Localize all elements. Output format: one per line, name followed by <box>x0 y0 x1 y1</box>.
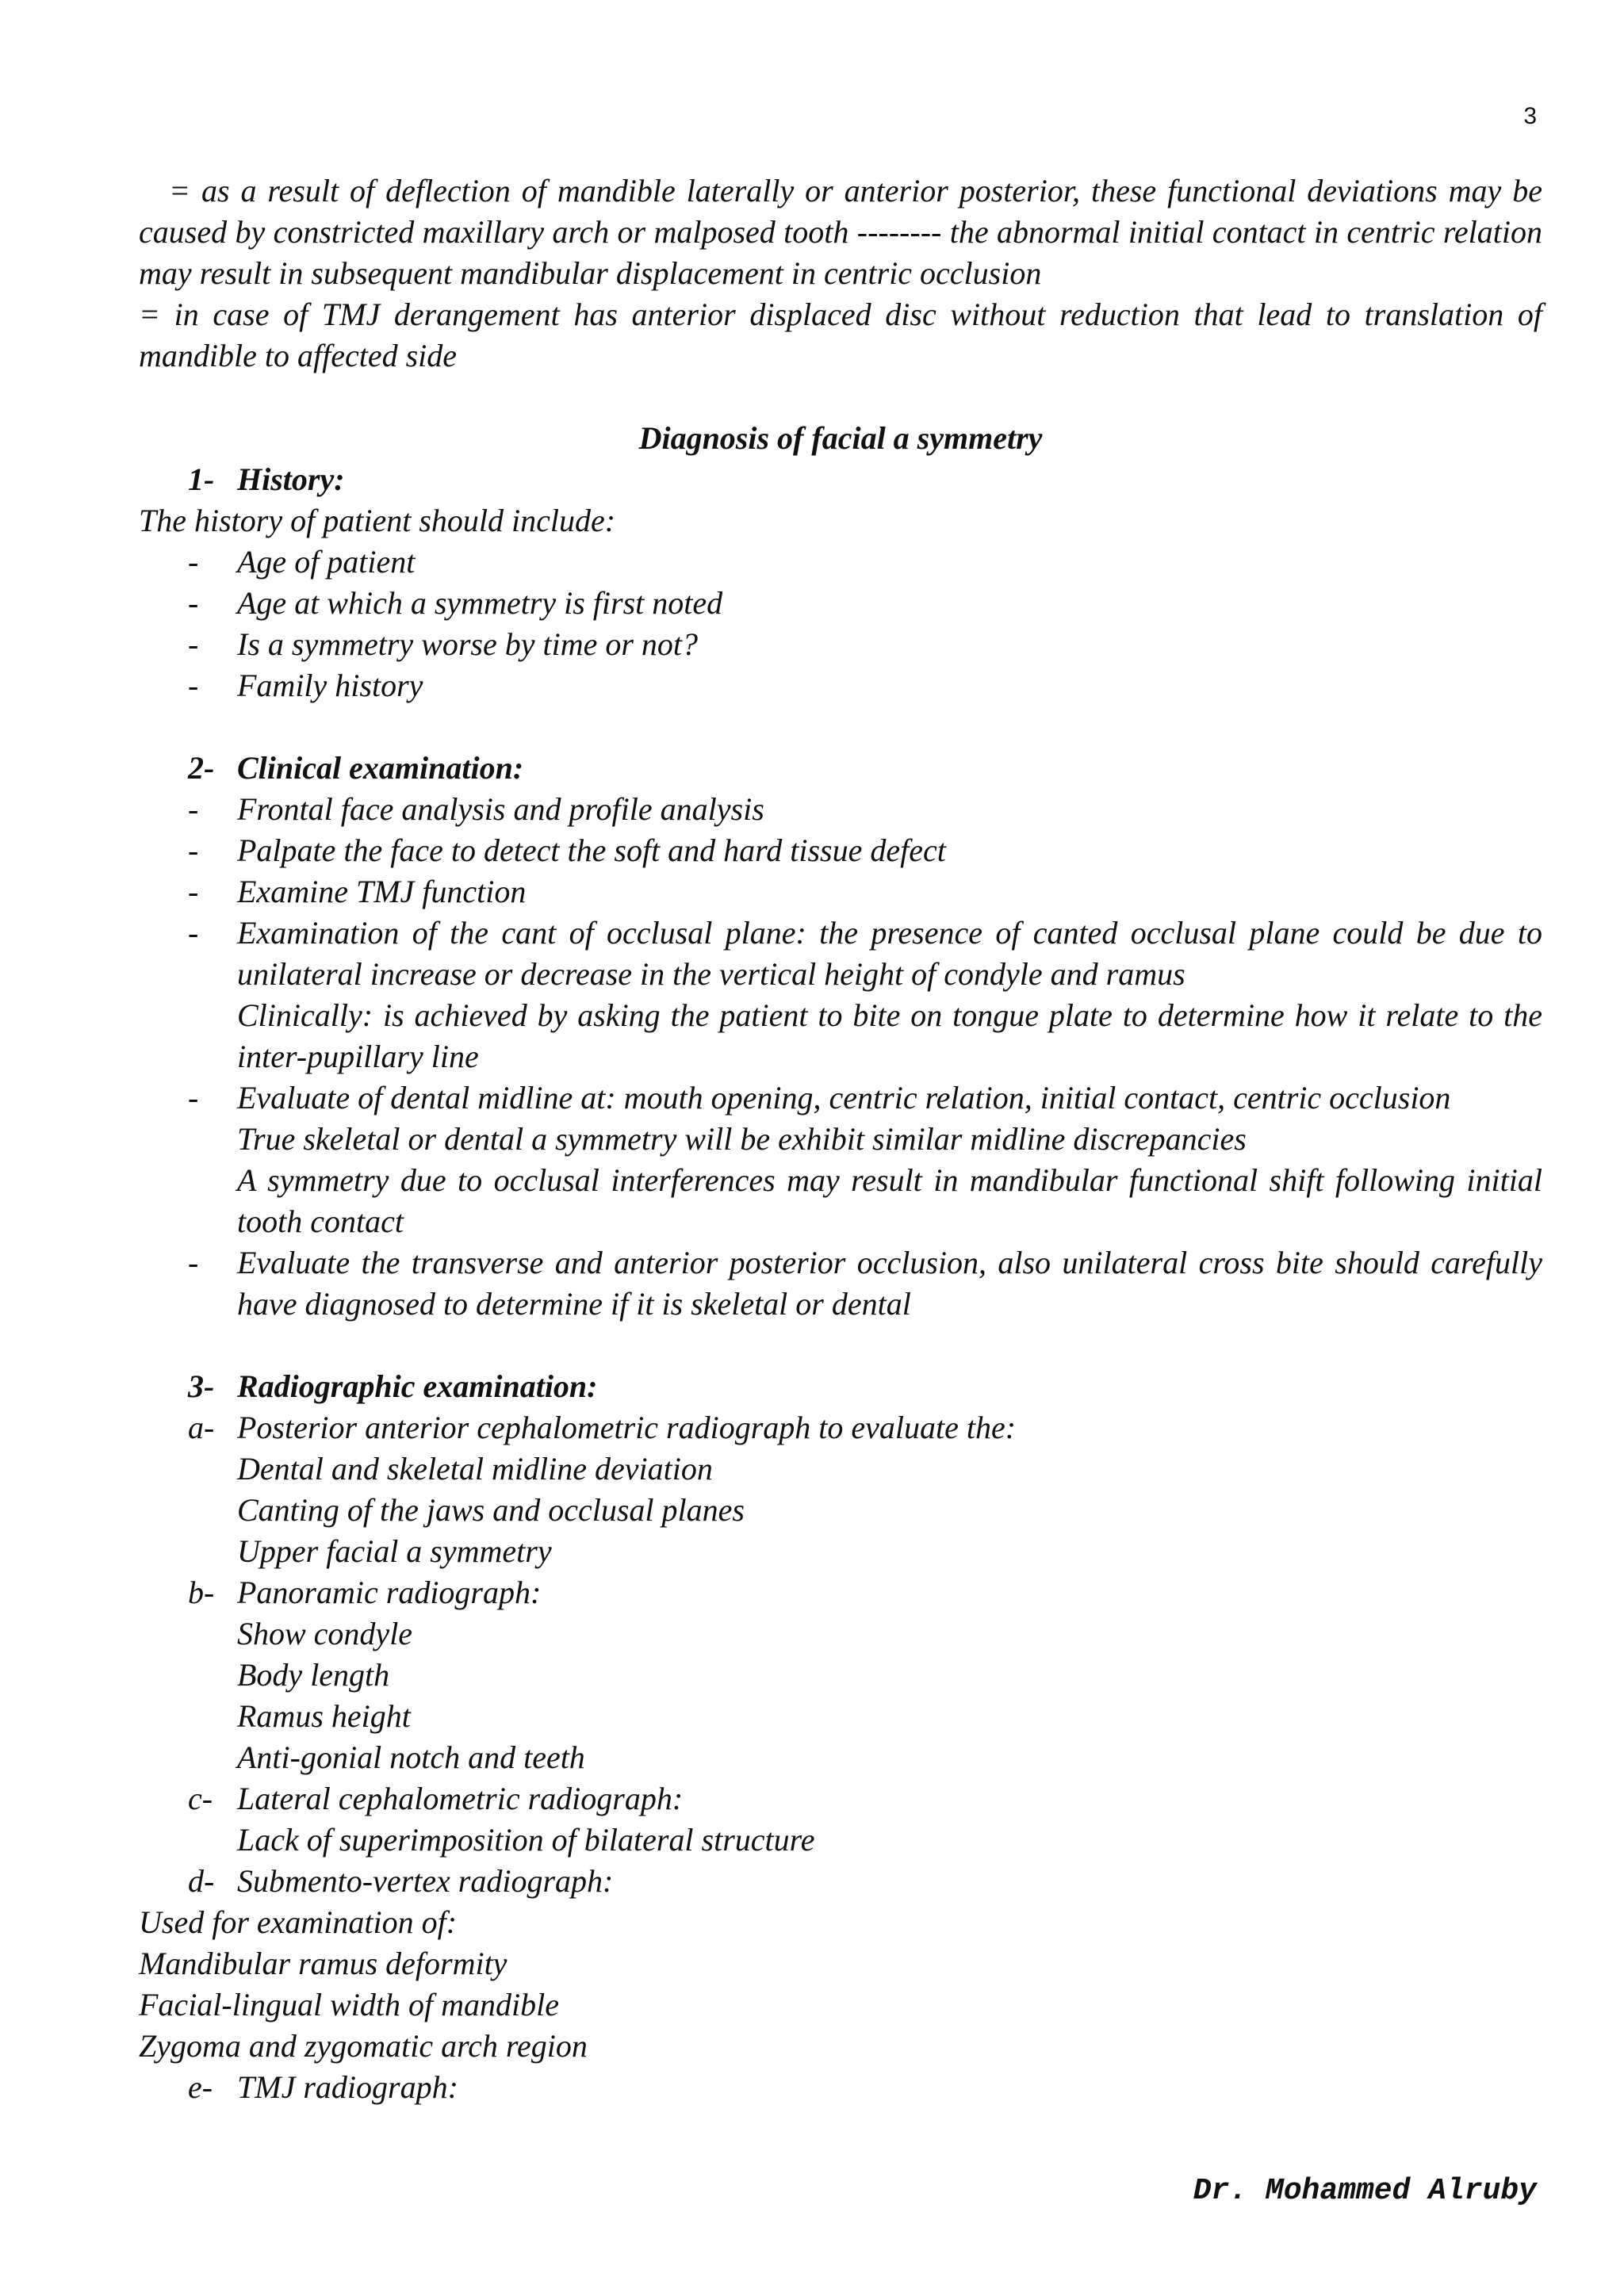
list-item-text: TMJ radiograph: <box>237 2069 458 2105</box>
letter-marker: b- <box>188 1575 215 1610</box>
list-item-text: Evaluate the transverse and anterior posterior occlusion, also unilateral cross bite should carefully have diagnosed to determine if it is skeletal or dental <box>237 1245 1542 1322</box>
author-signature: Dr. Mohammed Alruby <box>1193 2174 1537 2208</box>
list-item-text: Posterior anterior cephalometric radiograph to evaluate the: <box>237 1410 1017 1445</box>
list-item <box>139 583 1542 624</box>
history-lead: The history of patient should include: <box>139 503 616 538</box>
used-for-line: Used for examination of: <box>139 1904 458 1940</box>
list-item <box>139 1778 1542 1820</box>
dash-marker: - <box>188 626 199 662</box>
list-item <box>139 830 1542 871</box>
sub-item: Canting of the jaws and occlusal planes <box>237 1492 745 1528</box>
list-item-text: Frontal face analysis and profile analysis <box>237 791 764 827</box>
list-item-text: Is a symmetry worse by time or not? <box>237 626 699 662</box>
letter-marker: e- <box>188 2069 213 2105</box>
list-item <box>139 1861 1542 1902</box>
used-for-line: Facial-lingual width of mandible <box>139 1987 559 2022</box>
dash-marker: - <box>188 585 199 621</box>
list-item-text: Lateral cephalometric radiograph: <box>237 1781 684 1816</box>
section-heading: Diagnosis of facial a symmetry <box>638 420 1043 456</box>
list-item <box>139 1407 1542 1448</box>
sub-item: Body length <box>237 1657 390 1693</box>
list-item-note: True skeletal or dental a symmetry will be exhibit similar midline discrepancies <box>237 1121 1247 1157</box>
dash-marker: - <box>188 915 199 951</box>
clinical-number: 2- <box>188 750 215 786</box>
list-item-text: Evaluate of dental midline at: mouth opening, centric relation, initial contact, centric occlusion <box>237 1080 1451 1115</box>
document-body <box>139 170 1542 2108</box>
list-item <box>139 624 1542 665</box>
radiographic-number: 3- <box>188 1368 215 1404</box>
list-item-note: Clinically: is achieved by asking the patient to bite on tongue plate to determine how it relate to the inter-pupillary line <box>237 997 1542 1074</box>
page-number: 3 <box>1523 103 1537 129</box>
list-item <box>139 1077 1542 1119</box>
history-number: 1- <box>188 461 215 497</box>
sub-item: Dental and skeletal midline deviation <box>237 1451 713 1487</box>
used-for-line: Mandibular ramus deformity <box>139 1946 508 1981</box>
intro-paragraph-2: = in case of TMJ derangement has anterior displaced disc without reduction that lead to translation of mandible to affected side <box>139 297 1542 373</box>
sub-item: Anti-gonial notch and teeth <box>237 1739 585 1775</box>
clinical-heading <box>139 748 1542 789</box>
dash-marker: - <box>188 791 199 827</box>
used-for-line: Zygoma and zygomatic arch region <box>139 2028 588 2064</box>
dash-marker: - <box>188 668 199 703</box>
sub-item: Lack of superimposition of bilateral structure <box>237 1822 815 1858</box>
list-item-text: Submento-vertex radiograph: <box>237 1863 614 1899</box>
list-item <box>139 541 1542 583</box>
list-item-note: A symmetry due to occlusal interferences may result in mandibular functional shift following initial tooth contact <box>237 1162 1542 1239</box>
list-item-text: Palpate the face to detect the soft and hard tissue defect <box>237 832 946 868</box>
list-item-text: Age of patient <box>237 544 416 580</box>
list-item-text: Age at which a symmetry is first noted <box>237 585 723 621</box>
sub-item: Show condyle <box>237 1616 413 1651</box>
history-heading <box>139 459 1542 500</box>
dash-marker: - <box>188 832 199 868</box>
letter-marker: c- <box>188 1781 213 1816</box>
history-title: History: <box>237 461 345 497</box>
dash-marker: - <box>188 1080 199 1115</box>
list-item <box>139 2067 1542 2108</box>
dash-marker: - <box>188 874 199 909</box>
letter-marker: d- <box>188 1863 215 1899</box>
intro-paragraph-1: = as a result of deflection of mandible laterally or anterior posterior, these functional deviations may be caused by constricted maxillary arch or malposed tooth -------- the abnormal initial contact in centric relation may result in subsequent mandibular displacement in centric occlusion <box>139 173 1542 291</box>
list-item <box>139 1572 1542 1613</box>
list-item <box>139 913 1542 995</box>
list-item-text: Examine TMJ function <box>237 874 527 909</box>
list-item-text: Panoramic radiograph: <box>237 1575 542 1610</box>
list-item <box>139 1242 1542 1325</box>
radiographic-title: Radiographic examination: <box>237 1368 598 1404</box>
letter-marker: a- <box>188 1410 215 1445</box>
sub-item: Upper facial a symmetry <box>237 1533 552 1569</box>
list-item-text: Family history <box>237 668 423 703</box>
clinical-title: Clinical examination: <box>237 750 524 786</box>
radiographic-heading <box>139 1366 1542 1407</box>
list-item <box>139 871 1542 913</box>
list-item <box>139 665 1542 706</box>
list-item-text: Examination of the cant of occlusal plane: the presence of canted occlusal plane could be due to unilateral increase or decrease in the vertical height of condyle and ramus <box>237 915 1542 992</box>
sub-item: Ramus height <box>237 1698 411 1734</box>
list-item <box>139 789 1542 830</box>
dash-marker: - <box>188 1245 199 1280</box>
dash-marker: - <box>188 544 199 580</box>
